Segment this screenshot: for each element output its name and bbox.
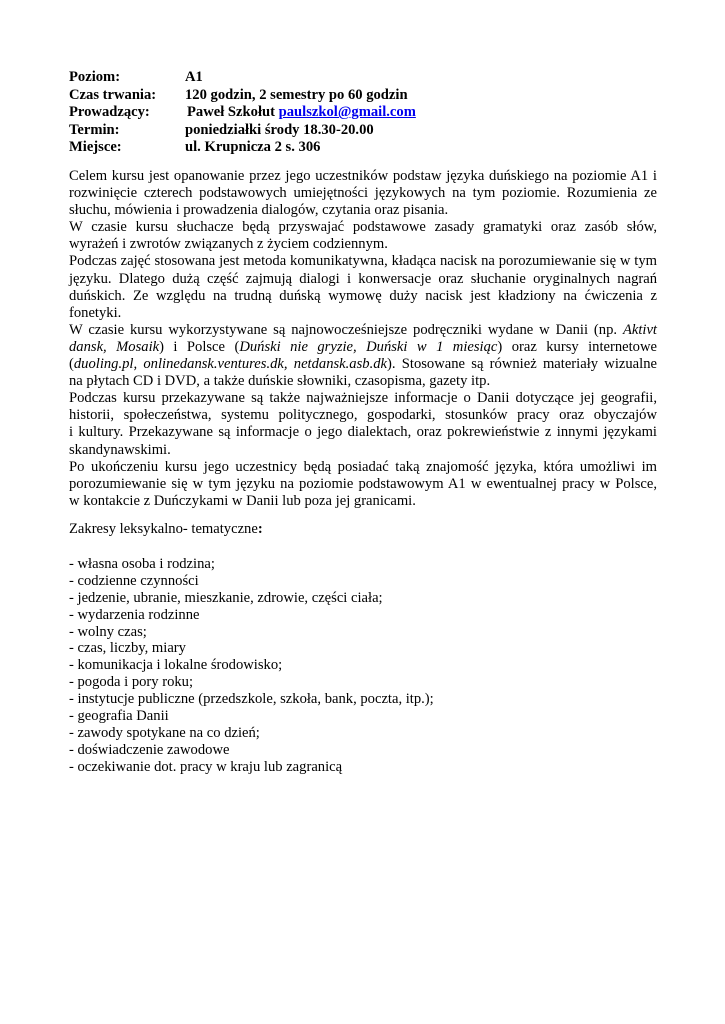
text-line: Celem kursu jest opanowanie przez jego uczestników podstaw języka duńskiego na poziomie A1 i (69, 168, 657, 184)
text-line: w kontakcie z Duńczykami w Danii lub poza jej granicami. (69, 492, 416, 509)
text-line: wyrażeń i zwrotów związanych z życiem codziennym. (69, 236, 388, 253)
teacher-label: Prowadzący: (69, 104, 150, 120)
text-line: duńskich. Ze względu na trudną duńską wymowę duży nacisk jest kładziony na ćwiczenia z (69, 287, 657, 304)
paragraph-culture (69, 390, 657, 458)
text-fragment: W czasie kursu wykorzystywane są najnowocześniejsze podręczniki wydane w Danii (np. (69, 321, 623, 338)
level-value: A1 (185, 69, 203, 85)
text-line: historii, społeczeństwa, systemu politycznego, gospodarki, stosunków pracy oraz obyczajów (69, 407, 657, 424)
list-item: - wydarzenia rodzinne (69, 606, 200, 623)
text-line: słuchu, mówienia i prowadzenia dialogów, czytania oraz pisania. (69, 202, 449, 219)
text-line: Podczas zajęć stosowana jest metoda komunikatywna, kładąca nacisk na porozumiewanie się w tym (69, 253, 657, 270)
paragraph-goal (69, 168, 657, 219)
text-line: i kultury. Przekazywane są informacje o jego dialektach, oraz pokrewieństwie z innymi językami (69, 424, 657, 441)
list-item: - zawody spotykane na co dzień; (69, 724, 260, 741)
topics-list (69, 556, 434, 776)
topics-heading (69, 521, 263, 538)
list-item: - oczekiwanie dot. pracy w kraju lub zagranicą (69, 758, 343, 775)
paragraph-outcome (69, 459, 657, 510)
teacher-email-link[interactable]: paulszkol@gmail.com (278, 104, 416, 120)
paragraph-method (69, 253, 657, 321)
text-line: języku. Dlatego dużą część zajmują dialogi i konwersacje oraz słuchanie oryginalnych nagrań (69, 270, 657, 287)
list-item: - komunikacja i lokalne środowisko; (69, 657, 283, 674)
text-line (69, 339, 657, 356)
duration-value: 120 godzin, 2 semestry po 60 godzin (185, 86, 408, 103)
italic-title: Aktivt (622, 321, 657, 338)
place-label: Miejsce: (69, 139, 122, 155)
italic-websites: duoling.pl, onlinedansk.ventures.dk, netdansk.asb.dk (73, 356, 387, 373)
paragraph-grammar (69, 219, 657, 253)
text-line: porozumiewanie się w tym języku na poziomie podstawowym A1 w ewentualnej pracy w Polsce, (69, 475, 657, 492)
topics-heading-text: Zakresy leksykalno- tematyczne (69, 521, 258, 537)
text-line: na płytach CD i DVD, a także duńskie słowniki, czasopisma, gazety itp. (69, 373, 491, 390)
topics-heading-colon: : (257, 521, 263, 537)
paragraph-materials (69, 322, 657, 390)
list-item: - wolny czas; (69, 623, 147, 640)
italic-title: dansk, Mosaik (69, 338, 160, 355)
duration-label: Czas trwania: (69, 86, 157, 103)
text-line: skandynawskimi. (69, 441, 171, 458)
list-item: - codzienne czynności (69, 572, 199, 589)
list-item: - własna osoba i rodzina; (69, 556, 215, 572)
text-line: W czasie kursu słuchacze będą przyswajać podstawowe zasady gramatyki oraz zasób słów, (69, 219, 657, 236)
text-fragment: ) i Polsce ( (159, 338, 240, 355)
text-line (69, 322, 657, 339)
teacher-value (187, 104, 416, 122)
italic-title: Duński nie gryzie, Duński w 1 miesiąc (239, 338, 498, 355)
place-value: ul. Krupnicza 2 s. 306 (185, 139, 321, 155)
list-item: - geografia Danii (69, 708, 169, 725)
text-fragment: ). Stosowane są również materiały wizualne (387, 356, 657, 373)
list-item: - jedzenie, ubranie, mieszkanie, zdrowie, części ciała; (69, 589, 383, 606)
list-item: - instytucje publiczne (przedszkole, szkoła, bank, poczta, itp.); (69, 691, 434, 708)
text-line: rozwinięcie czterech podstawowych umiejętności językowych na tym poziomie. Rozumienia ze (69, 185, 657, 202)
text-fragment: ) oraz kursy internetowe (497, 338, 657, 355)
text-line: fonetyki. (69, 304, 122, 321)
term-label: Termin: (69, 121, 120, 138)
course-description (69, 168, 657, 510)
text-line: Podczas kursu przekazywane są także najważniejsze informacje o Danii dotyczące jej geografii, (69, 390, 657, 407)
list-item: - pogoda i pory roku; (69, 674, 194, 691)
teacher-name: Paweł Szkołut (187, 104, 275, 120)
list-item: - doświadczenie zawodowe (69, 741, 230, 758)
text-line (69, 356, 657, 373)
level-label: Poziom: (69, 69, 121, 85)
term-value: poniedziałki środy 18.30-20.00 (185, 121, 374, 138)
list-item: - czas, liczby, miary (69, 640, 186, 657)
text-line: Po ukończeniu kursu jego uczestnicy będą posiadać taką znajomość języka, która umożliwi im (69, 458, 657, 475)
text-fragment: ( (69, 356, 74, 373)
